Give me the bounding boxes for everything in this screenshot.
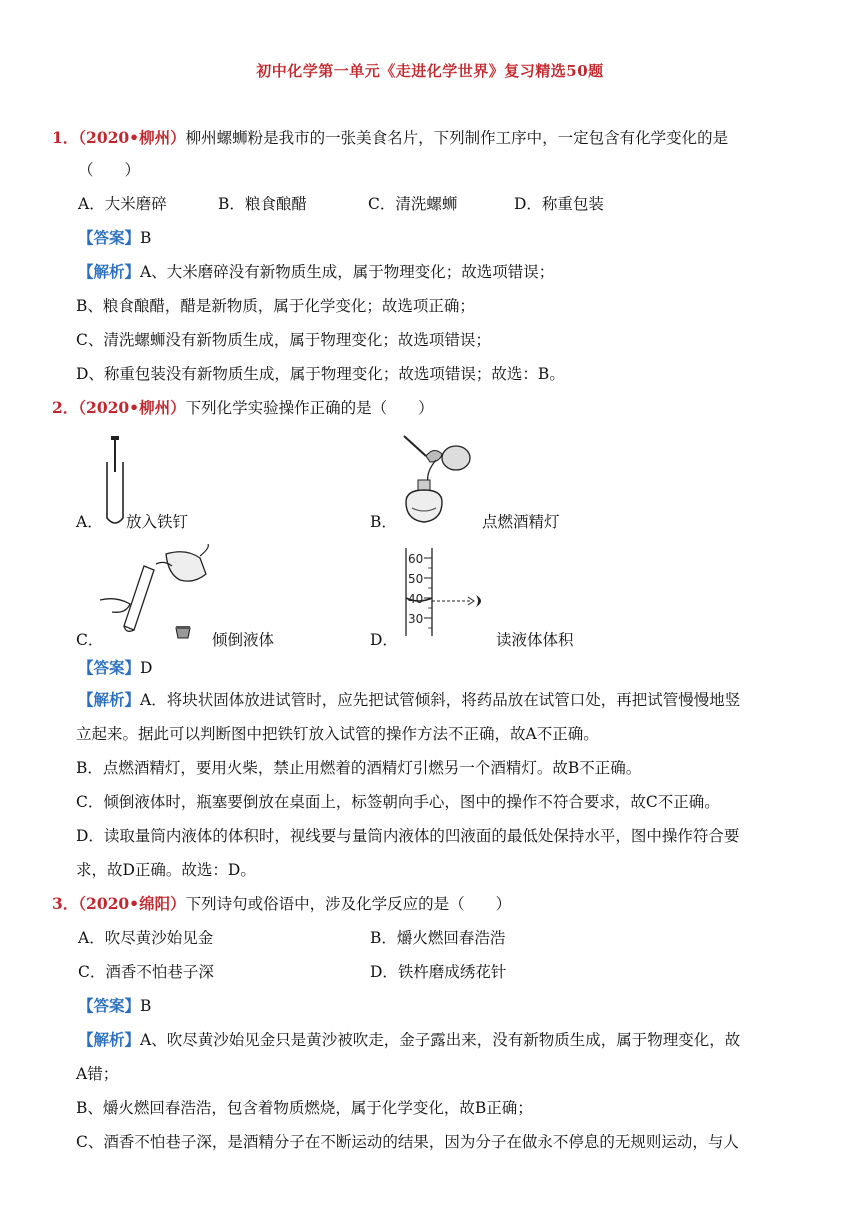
page-title: 初中化学第一单元《走进化学世界》复习精选50题 bbox=[256, 62, 604, 80]
question-text: 柳州螺蛳粉是我市的一张美食名片，下列制作工序中，一定包含有化学变化的是 bbox=[185, 129, 729, 147]
question-3-stem bbox=[52, 894, 511, 914]
analysis-text: B、爝火燃回春浩浩，包含着物质燃烧，属于化学变化，故B正确； bbox=[76, 1099, 533, 1117]
option-d: D．铁杵磨成绣花针 bbox=[370, 963, 507, 981]
question-number: 3． bbox=[52, 894, 79, 913]
option-c: C．酒香不怕巷子深 bbox=[78, 963, 214, 981]
analysis-text: A、吹尽黄沙始见金只是黄沙被吹走，金子露出来，没有新物质生成，属于物理变化，故 bbox=[140, 1031, 741, 1049]
analysis-text: C．倾倒液体时，瓶塞要倒放在桌面上，标签朝向手心，图中的操作不符合要求，故C不正确。 bbox=[76, 793, 720, 811]
question-source: （2020•绵阳） bbox=[78, 894, 186, 913]
answer-value: B bbox=[140, 229, 152, 247]
answer-tag: 【答案】 bbox=[78, 658, 141, 677]
answer-line bbox=[78, 228, 151, 248]
cylinder-tick-label: 60 bbox=[408, 552, 424, 566]
option-d-letter: D． bbox=[370, 631, 398, 649]
option-b-label: 点燃酒精灯 bbox=[482, 513, 560, 531]
answer-line bbox=[78, 996, 151, 1016]
question-2-stem bbox=[52, 398, 434, 418]
question-1-blank: （ ） bbox=[78, 161, 141, 179]
option-b-letter: B． bbox=[370, 513, 397, 531]
analysis-text: D．读取量筒内液体的体积时，视线要与量筒内液体的凹液面的最低处保持水平，图中操作符合要 bbox=[76, 827, 740, 845]
option-a: A．吹尽黄沙始见金 bbox=[78, 929, 214, 947]
option-c: C．清洗螺蛳 bbox=[368, 195, 458, 213]
analysis-tag: 【解析】 bbox=[78, 690, 141, 709]
option-d-label: 读液体体积 bbox=[496, 631, 574, 649]
analysis-tag: 【解析】 bbox=[78, 262, 141, 281]
option-d: D．称重包装 bbox=[514, 195, 604, 213]
analysis-tag: 【解析】 bbox=[78, 1030, 141, 1049]
option-b: B．粮食酿醋 bbox=[218, 195, 307, 213]
analysis-line bbox=[78, 690, 740, 710]
option-c-label: 倾倒液体 bbox=[212, 631, 275, 649]
question-1-stem bbox=[52, 128, 728, 148]
pouring-liquid-figure bbox=[96, 544, 216, 644]
question-source: （2020•柳州） bbox=[78, 398, 186, 417]
analysis-text: A错； bbox=[76, 1065, 119, 1083]
analysis-text: B、粮食酿醋，醋是新物质，属于化学变化；故选项正确； bbox=[76, 297, 475, 315]
analysis-text: A、大米磨碎没有新物质生成，属于物理变化；故选项错误； bbox=[140, 263, 555, 281]
analysis-text: 求，故D正确。故选：D。 bbox=[76, 861, 256, 879]
option-a: A．大米磨碎 bbox=[78, 195, 167, 213]
cylinder-tick-label: 40 bbox=[408, 592, 424, 606]
alcohol-lamp-figure bbox=[396, 432, 478, 528]
question-number: 2． bbox=[52, 398, 79, 417]
analysis-text: C、清洗螺蛳没有新物质生成，属于物理变化；故选项错误； bbox=[76, 331, 491, 349]
cylinder-tick-label: 50 bbox=[408, 572, 424, 586]
answer-value: B bbox=[140, 997, 152, 1015]
question-source: （2020•柳州） bbox=[78, 128, 186, 147]
analysis-text: 立起来。据此可以判断图中把铁钉放入试管的操作方法不正确，故A不正确。 bbox=[76, 725, 599, 743]
cylinder-tick-label: 30 bbox=[408, 612, 424, 626]
analysis-text: B．点燃酒精灯，要用火柴，禁止用燃着的酒精灯引燃另一个酒精灯。故B不正确。 bbox=[76, 759, 642, 777]
graduated-cylinder-figure bbox=[396, 546, 490, 638]
option-b: B．爝火燃回春浩浩 bbox=[370, 929, 506, 947]
answer-tag: 【答案】 bbox=[78, 996, 141, 1015]
question-text: 下列诗句或俗语中，涉及化学反应的是（ ） bbox=[185, 895, 512, 913]
question-text: 下列化学实验操作正确的是（ ） bbox=[185, 399, 434, 417]
option-a-letter: A． bbox=[76, 513, 103, 531]
option-a-label: 放入铁钉 bbox=[126, 513, 189, 531]
question-number: 1． bbox=[52, 128, 79, 147]
answer-line bbox=[78, 658, 152, 678]
answer-value: D bbox=[140, 659, 153, 677]
analysis-text: C、酒香不怕巷子深，是酒精分子在不断运动的结果，因为分子在做永不停息的无规则运动，与人 bbox=[76, 1133, 739, 1151]
answer-tag: 【答案】 bbox=[78, 228, 141, 247]
analysis-text: D、称重包装没有新物质生成，属于物理变化；故选项错误；故选：B。 bbox=[76, 365, 565, 383]
analysis-text: A．将块状固体放进试管时，应先把试管倾斜，将药品放在试管口处，再把试管慢慢地竖 bbox=[140, 691, 741, 709]
analysis-line bbox=[78, 1030, 740, 1050]
analysis-line bbox=[78, 262, 554, 282]
option-c-letter: C． bbox=[76, 631, 104, 649]
